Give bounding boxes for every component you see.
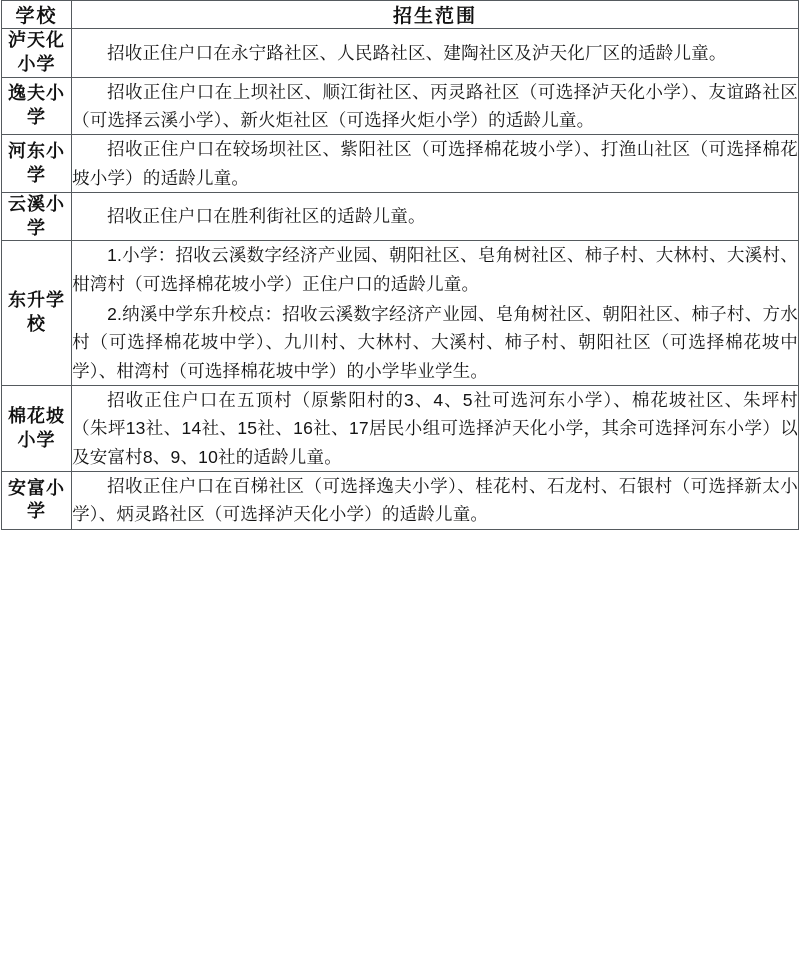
school-name-cell: 逸夫小学 (2, 77, 72, 135)
range-paragraph: 招收正住户口在五顶村（原紫阳村的3、4、5社可选河东小学）、棉花坡社区、朱坪村（朱坪13社、14社、15社、16社、17居民小组可选择泸天化小学，其余可选择河东小学）以及安富村8、9、10社的适龄儿童。 (72, 390, 798, 467)
column-header-school: 学校 (2, 1, 72, 29)
range-paragraph: 招收正住户口在上坝社区、顺江街社区、丙灵路社区（可选择泸天化小学）、友谊路社区（可选择云溪小学）、新火炬社区（可选择火炬小学）的适龄儿童。 (72, 81, 798, 130)
table-row (2, 241, 799, 386)
table-row (2, 192, 799, 241)
column-header-range: 招生范围 (72, 1, 799, 29)
range-paragraph: 2.纳溪中学东升校点：招收云溪数字经济产业园、皂角树社区、朝阳社区、柿子村、方水村（可选择棉花坡中学）、九川村、大林村、大溪村、柿子村、朝阳社区（可选择棉花坡中学）、柑湾村（可选择棉花坡中学）的小学毕业学生。 (72, 304, 798, 381)
school-name-cell: 棉花坡小学 (2, 386, 72, 472)
table-row (2, 386, 799, 472)
school-name-cell: 东升学校 (2, 241, 72, 386)
table-row (2, 77, 799, 135)
table-body (2, 1, 799, 530)
table-row (2, 472, 799, 530)
range-paragraph: 招收正住户口在永宁路社区、人民路社区、建陶社区及泸天化厂区的适龄儿童。 (107, 42, 727, 63)
table-row (2, 135, 799, 193)
school-name-cell: 泸天化小学 (2, 29, 72, 78)
enrollment-range-cell (72, 29, 799, 78)
range-paragraph: 招收正住户口在较场坝社区、紫阳社区（可选择棉花坡小学）、打渔山社区（可选择棉花坡小学）的适龄儿童。 (72, 139, 798, 188)
range-paragraph: 招收正住户口在胜利街社区的适龄儿童。 (107, 206, 426, 227)
table-row (2, 29, 799, 78)
enrollment-table (1, 0, 799, 530)
school-name-cell: 安富小学 (2, 472, 72, 530)
school-name-cell: 河东小学 (2, 135, 72, 193)
school-name-cell: 云溪小学 (2, 192, 72, 241)
enrollment-range-cell (72, 135, 799, 193)
enrollment-range-cell (72, 192, 799, 241)
enrollment-range-cell (72, 472, 799, 530)
enrollment-range-cell (72, 77, 799, 135)
range-paragraph: 招收正住户口在百梯社区（可选择逸夫小学）、桂花村、石龙村、石银村（可选择新太小学）、炳灵路社区（可选择泸天化小学）的适龄儿童。 (72, 476, 798, 525)
table-header-row (2, 1, 799, 29)
enrollment-range-cell (72, 386, 799, 472)
enrollment-range-cell (72, 241, 799, 386)
range-paragraph: 1.小学：招收云溪数字经济产业园、朝阳社区、皂角树社区、柿子村、大林村、大溪村、柑湾村（可选择棉花坡小学）正住户口的适龄儿童。 (72, 245, 798, 294)
